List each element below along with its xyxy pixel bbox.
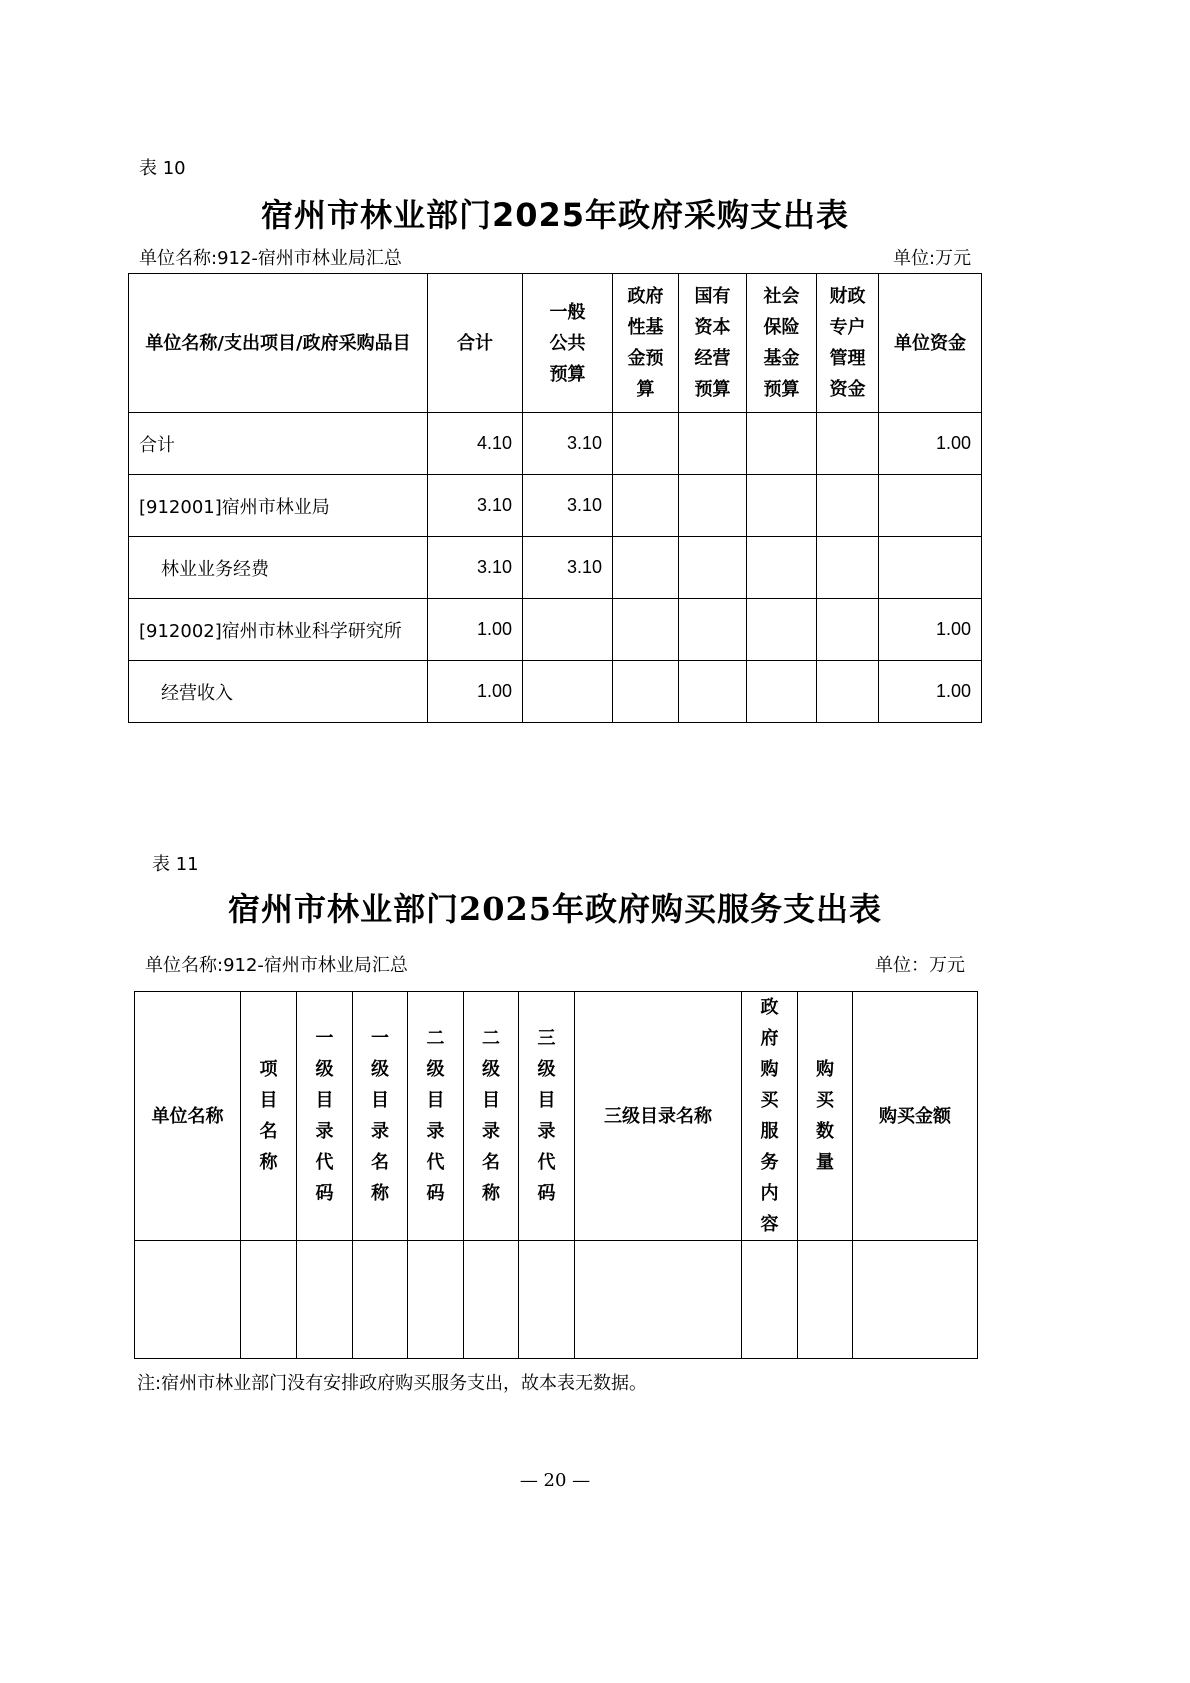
table-row: 林业业务经费 3.10 3.10 <box>129 537 982 599</box>
header-l1-code: 一级目录代码 <box>297 992 353 1241</box>
table10-label: 表 10 <box>139 158 186 179</box>
header-l2-name: 二级目录名称 <box>464 992 519 1241</box>
table10-title: 宿州市林业部门2025年政府采购支出表 <box>260 196 850 234</box>
procurement-table <box>128 273 982 723</box>
header-unit-funds: 单位资金 <box>879 274 982 413</box>
table11-unit-name: 单位名称:912-宿州市林业局汇总 <box>145 955 408 976</box>
header-unit-name: 单位名称 <box>135 992 241 1241</box>
header-fund: 政府性基金预算 <box>613 274 679 413</box>
header-service-content: 政府购买服务内容 <box>742 992 798 1241</box>
table-row: 经营收入 1.00 1.00 <box>129 661 982 723</box>
table11-title: 宿州市林业部门2025年政府购买服务支出表 <box>227 890 883 928</box>
header-project-name: 项目名称 <box>241 992 297 1241</box>
table-row <box>135 1241 978 1359</box>
header-social: 社会保险基金预算 <box>747 274 817 413</box>
header-amount: 购买金额 <box>853 992 978 1241</box>
header-special: 财政专户管理资金 <box>817 274 879 413</box>
header-quantity: 购买数量 <box>798 992 853 1241</box>
services-table <box>134 991 978 1359</box>
page-number: — 20 — <box>519 1470 591 1491</box>
table-row: [912001]宿州市林业局 3.10 3.10 <box>129 475 982 537</box>
header-l1-name: 一级目录名称 <box>353 992 408 1241</box>
header-general: 一般公共预算 <box>523 274 613 413</box>
header-total: 合计 <box>428 274 523 413</box>
table11-label: 表 11 <box>152 854 199 875</box>
table-row: [912002]宿州市林业科学研究所 1.00 1.00 <box>129 599 982 661</box>
header-name: 单位名称/支出项目/政府采购品目 <box>129 274 428 413</box>
header-l3-name: 三级目录名称 <box>575 992 742 1241</box>
table-row: 合计 4.10 3.10 1.00 <box>129 413 982 475</box>
header-state: 国有资本经营预算 <box>679 274 747 413</box>
table11-unit: 单位：万元 <box>875 955 965 976</box>
table11-note: 注:宿州市林业部门没有安排政府购买服务支出，故本表无数据。 <box>137 1373 648 1394</box>
header-l3-code: 三级目录代码 <box>519 992 575 1241</box>
table10-unit: 单位:万元 <box>893 248 972 269</box>
header-l2-code: 二级目录代码 <box>408 992 464 1241</box>
table10-unit-name: 单位名称:912-宿州市林业局汇总 <box>139 248 402 269</box>
